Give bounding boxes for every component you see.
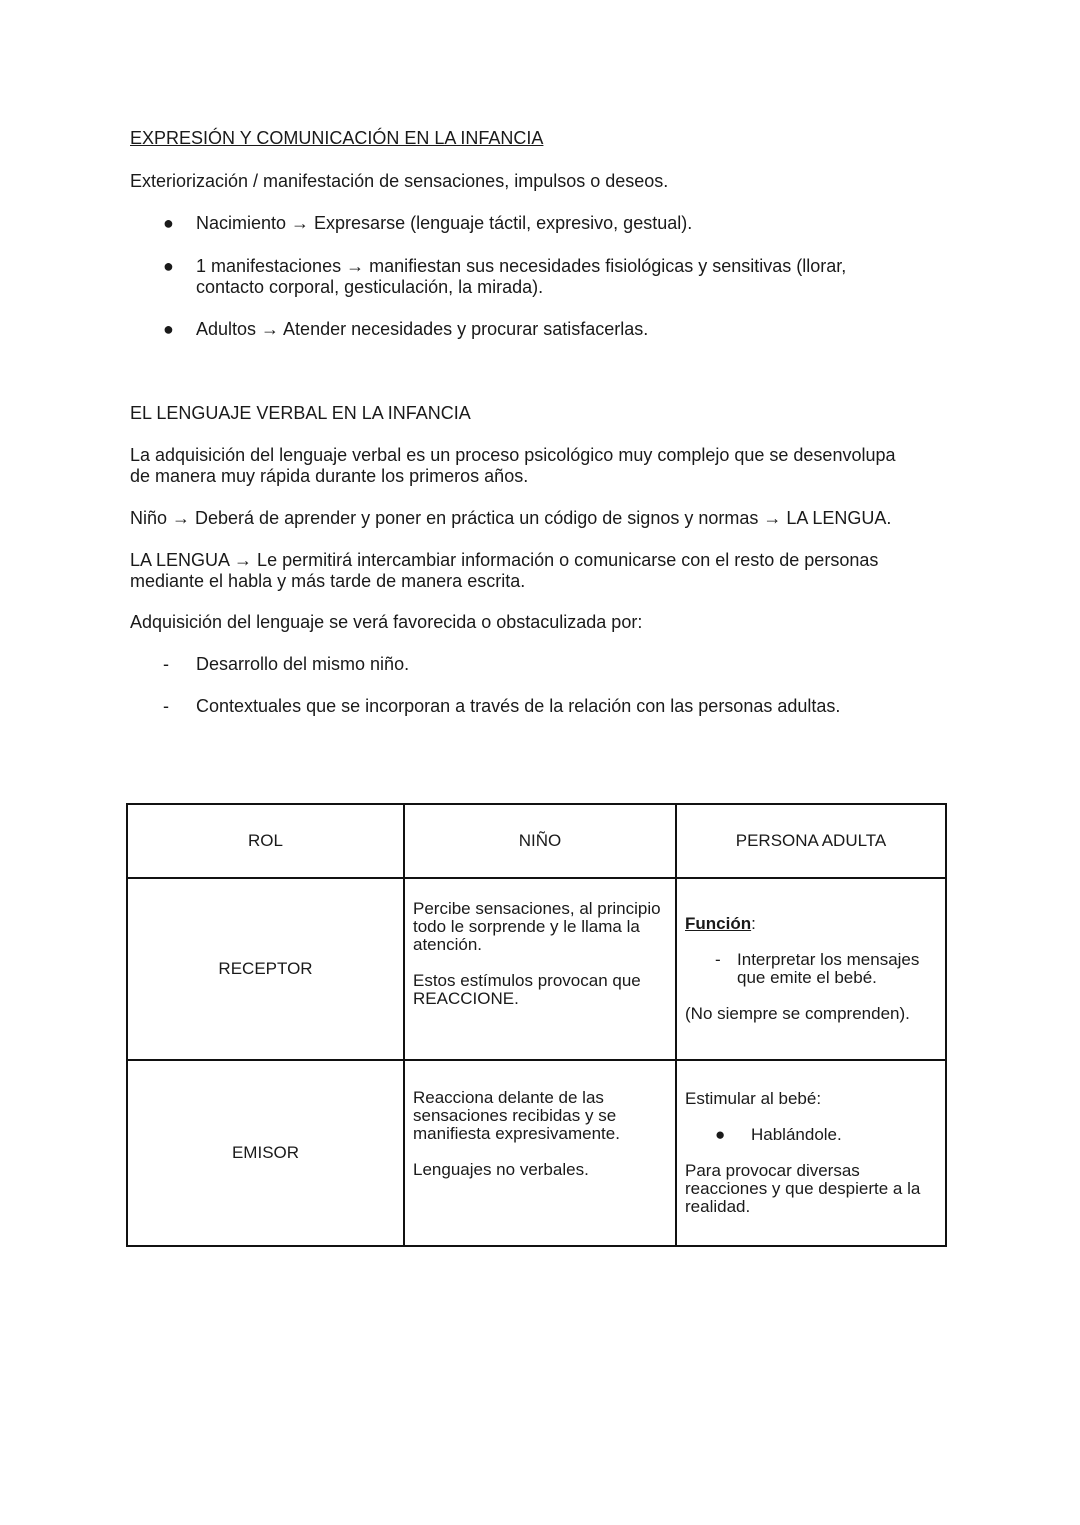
nino-cell [404,878,676,1060]
bullet-icon: ● [163,256,174,276]
table-header-row [127,804,946,878]
cell-text: Lenguajes no verbales. [413,1160,589,1179]
cell-text: Hablándole. [751,1125,842,1144]
paragraph: de manera muy rápida durante los primeros años. [130,466,529,486]
table-row [127,1060,946,1246]
cell-text: Estimular al bebé: [685,1089,822,1108]
bullet-icon: ● [163,213,174,233]
paragraph: Niño → Deberá de aprender y poner en práctica un código de signos y normas → LA LENGUA. [130,508,892,528]
cell-text: Para provocar diversas reacciones y que despierte a la realidad. [685,1161,921,1216]
cell-text: Estos estímulos provocan que REACCIONE. [413,971,641,1008]
intro-text: Exteriorización / manifestación de sensaciones, impulsos o deseos. [130,171,669,191]
bullet-text: Adultos → Atender necesidades y procurar satisfacerlas. [196,319,649,339]
paragraph: Adquisición del lenguaje se verá favorecida o obstaculizada por: [130,612,643,632]
header-rol: ROL [127,804,404,878]
dash-marker: - [715,950,721,969]
bullet-text: 1 manifestaciones → manifiestan sus necesidades fisiológicas y sensitivas (llorar, [196,256,847,276]
bullet-icon: ● [715,1125,726,1144]
section-title: EXPRESIÓN Y COMUNICACIÓN EN LA INFANCIA [130,128,544,148]
dash-item: Desarrollo del mismo niño. [196,654,410,674]
paragraph: mediante el habla y más tarde de manera escrita. [130,571,526,591]
rol-cell: RECEPTOR [127,878,404,1060]
section-title: EL LENGUAJE VERBAL EN LA INFANCIA [130,403,471,423]
roles-table [126,803,947,1247]
dash-marker: - [163,696,169,716]
cell-text: Función: [685,914,756,933]
funcion-label: Función [685,914,752,933]
adulto-cell [676,1060,946,1246]
bullet-icon: ● [163,319,174,339]
dash-item: Contextuales que se incorporan a través de la relación con las personas adultas. [196,696,841,716]
table-row [127,878,946,1060]
paragraph: La adquisición del lenguaje verbal es un proceso psicológico muy complejo que se desenvolupa [130,445,896,465]
cell-text: Percibe sensaciones, al principio todo le sorprende y le llama la atención. [413,899,661,954]
header-nino: NIÑO [404,804,676,878]
header-adulto: PERSONA ADULTA [676,804,946,878]
bullet-text: Nacimiento → Expresarse (lenguaje táctil, expresivo, gestual). [196,213,693,233]
cell-text: Reacciona delante de las sensaciones recibidas y se manifiesta expresivamente. [413,1088,620,1143]
cell-text: (No siempre se comprenden). [685,1004,910,1023]
cell-text: Interpretar los mensajes que emite el bebé. [737,950,920,987]
paragraph: LA LENGUA → Le permitirá intercambiar información o comunicarse con el resto de personas [130,550,879,570]
nino-cell [404,1060,676,1246]
bullet-text: contacto corporal, gesticulación, la mirada). [196,277,544,297]
adulto-cell [676,878,946,1060]
rol-cell: EMISOR [127,1060,404,1246]
dash-marker: - [163,654,169,674]
